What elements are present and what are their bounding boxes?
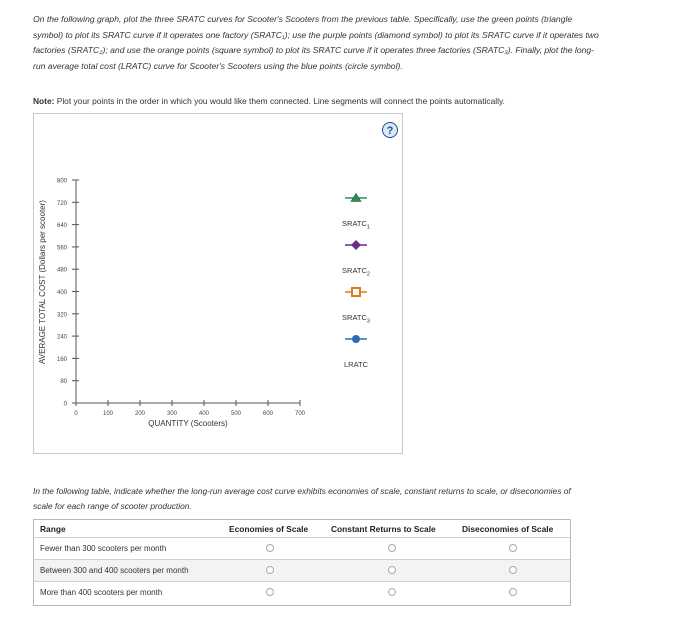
legend-label: LRATC <box>343 360 369 369</box>
radio-diseconomies[interactable] <box>509 588 517 596</box>
y-tick-label: 80 <box>60 379 67 386</box>
legend-label: $SRATC_1$ <box>342 219 370 231</box>
radio-economies[interactable] <box>266 588 274 596</box>
radio-economies[interactable] <box>266 566 274 574</box>
row-label: More than 400 scooters per month <box>40 588 163 597</box>
row-label: Between 300 and 400 scooters per month <box>40 566 189 575</box>
x-axis <box>74 400 305 417</box>
instructions-line-4: run average total cost (LRATC) curve for Scooter's Scooters using the blue points (circle symbol). <box>33 60 403 71</box>
note-text: Plot your points in the order in which you would like them connected. Line segments will connect the points automatically. <box>56 96 505 106</box>
x-tick-label: 300 <box>166 411 178 417</box>
y-tick-label: 480 <box>56 267 67 274</box>
instructions-line-3: factories (SRATC₂); and use the orange points (square symbol) to plot its SRATC curve if it operates three factories (SRATC₃). Finally, plot the long- <box>33 45 595 55</box>
table-row <box>34 559 570 581</box>
x-axis-label: QUANTITY (Scooters) <box>148 419 228 428</box>
graph-canvas[interactable] <box>34 114 404 455</box>
square-icon[interactable] <box>352 288 360 296</box>
y-tick-label: 720 <box>56 200 67 207</box>
scale-table <box>33 519 571 606</box>
radio-diseconomies[interactable] <box>509 566 517 574</box>
y-tick-label: 400 <box>56 290 67 296</box>
y-axis <box>57 179 79 408</box>
y-tick-label: 320 <box>56 312 67 319</box>
header-diseconomies: Diseconomies of Scale <box>462 524 554 534</box>
radio-economies[interactable] <box>266 544 274 552</box>
radio-diseconomies[interactable] <box>509 544 517 552</box>
header-economies: Economies of Scale <box>229 524 309 534</box>
table-intro <box>33 484 673 514</box>
legend[interactable] <box>342 194 370 370</box>
legend-label: $SRATC_2$ <box>342 266 370 278</box>
instructions <box>33 12 673 74</box>
header-constant-returns: Constant Returns to Scale <box>331 524 436 534</box>
table-row <box>34 581 570 603</box>
diamond-icon[interactable] <box>351 240 361 250</box>
table-intro-line-1: In the following table, indicate whether the long-run average cost curve exhibits economies of scale, constant returns to scale, or diseconomies of <box>33 486 571 496</box>
x-tick-label: 400 <box>198 411 210 417</box>
help-icon[interactable]: ? <box>382 122 398 138</box>
radio-constant-returns[interactable] <box>388 588 396 596</box>
table-intro-line-2: scale for each range of scooter production. <box>33 501 192 511</box>
x-tick-label: 700 <box>294 411 306 417</box>
y-tick-label: 240 <box>56 334 67 341</box>
x-tick-label: 500 <box>230 411 242 417</box>
y-tick-label: 160 <box>56 356 67 363</box>
y-tick-label: 640 <box>56 223 67 230</box>
y-tick-label: 0 <box>63 401 67 408</box>
y-axis-label: AVERAGE TOTAL COST (Dollars per scooter) <box>38 200 47 364</box>
note-label: Note: <box>33 96 55 106</box>
radio-constant-returns[interactable] <box>388 566 396 574</box>
table-row <box>34 537 570 559</box>
row-label: Fewer than 300 scooters per month <box>40 544 167 553</box>
graph-panel <box>33 113 403 454</box>
note <box>33 96 505 106</box>
y-tick-label: 560 <box>56 245 67 252</box>
y-tick-label: 800 <box>56 178 67 185</box>
instructions-line-1: On the following graph, plot the three SRATC curves for Scooter's Scooters from the previous table. Specifically, use the green points (triangle <box>33 14 573 24</box>
header-range: Range <box>40 524 66 534</box>
instructions-line-2: symbol) to plot its SRATC curve if it operates one factory (SRATC₁); use the purple points (diamond symbol) to plot its SRATC curve if it operates two <box>33 29 599 40</box>
x-tick-label: 200 <box>134 411 146 417</box>
radio-constant-returns[interactable] <box>388 544 396 552</box>
x-tick-label: 0 <box>74 411 78 417</box>
x-tick-label: 600 <box>262 411 274 417</box>
circle-icon[interactable] <box>352 335 360 343</box>
legend-label: $SRATC_3$ <box>342 313 370 325</box>
x-tick-label: 100 <box>102 411 114 417</box>
